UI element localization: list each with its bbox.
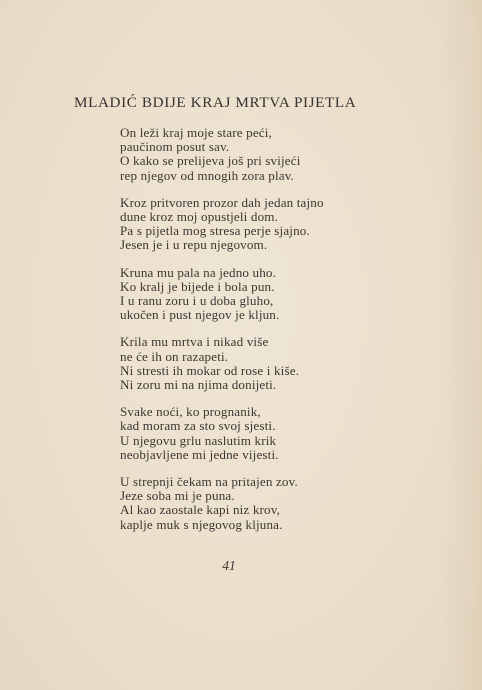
stanza [120, 335, 370, 392]
poem-line: Jesen je i u repu njegovom. [120, 237, 268, 253]
poem-line: paučinom posut sav. [120, 139, 230, 155]
poem-line: Ni zoru mi na njima donijeti. [120, 377, 277, 393]
poem-title: MLADIĆ BDIJE KRAJ MRTVA PIJETLA [74, 94, 357, 111]
poem-line: Pa s pijetla mog stresa perje sjajno. [120, 223, 310, 239]
poem-line: ukočen i pust njegov je kljun. [120, 307, 280, 323]
page-edge-shading [442, 0, 482, 690]
poem-line: Svake noći, ko prognanik, [120, 404, 261, 420]
poem-line: Jeze soba mi je puna. [120, 488, 235, 504]
stanza [120, 126, 370, 183]
poem-line: dune kroz moj opustjeli dom. [120, 209, 279, 225]
poem-line: Ko kralj je bijede i bola pun. [120, 278, 275, 294]
poem-line: rep njegov od mnogih zora plav. [120, 167, 294, 183]
poem-line: Ni stresti ih mokar od rose i kiše. [120, 362, 300, 378]
poem-line: ne će ih on razapeti. [120, 348, 229, 364]
poem-line: On leži kraj moje stare peći, [120, 125, 272, 140]
poem-line: kaplje muk s njegovog kljuna. [120, 516, 283, 532]
poem-line: kad moram za sto svoj sjesti. [120, 418, 276, 434]
poem-body [120, 126, 370, 545]
page-number: 41 [222, 558, 236, 573]
poem-line: U strepnji čekam na pritajen zov. [120, 474, 298, 490]
stanza [120, 196, 370, 253]
poem-line: Kroz pritvoren prozor dah jedan tajno [120, 194, 324, 210]
poem-line: I u ranu zoru i u doba gluho, [120, 293, 274, 309]
stanza [120, 405, 370, 462]
poem-line: O kako se prelijeva još pri svijeći [120, 153, 301, 169]
stanza [120, 266, 370, 323]
poem-line: Krila mu mrtva i nikad više [120, 334, 269, 350]
poem-line: neobjavljene mi jedne vijesti. [120, 446, 279, 462]
poem-line: Kruna mu pala na jedno uho. [120, 264, 277, 280]
poem-line: Al kao zaostale kapi niz krov, [120, 502, 280, 518]
stanza [120, 475, 370, 532]
poem-line: U njegovu grlu naslutim krik [120, 432, 277, 448]
